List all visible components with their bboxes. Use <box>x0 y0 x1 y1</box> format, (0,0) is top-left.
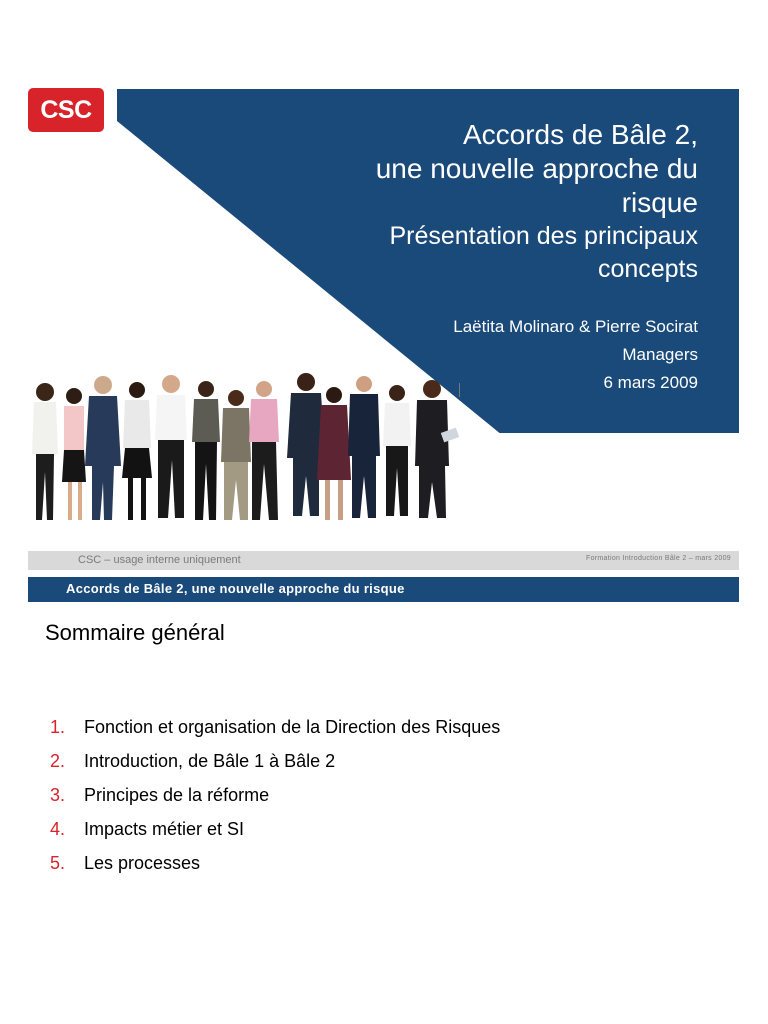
person-figure <box>415 380 459 518</box>
subtitle-line: concepts <box>597 255 698 283</box>
title-line: Accords de Bâle 2, <box>462 119 698 150</box>
person-figure <box>317 387 351 520</box>
date: 6 mars 2009 <box>603 373 698 392</box>
item-text: Les processes <box>84 853 201 873</box>
cover-footer <box>28 551 739 570</box>
person-figure <box>155 375 187 518</box>
summary-list <box>50 713 500 883</box>
person-figure <box>62 388 86 520</box>
footer-course: Formation Introduction Bâle 2 – mars 2009 <box>586 555 731 562</box>
item-number: 5. <box>50 853 66 873</box>
person-figure <box>192 381 220 520</box>
person-figure <box>221 390 251 520</box>
item-number: 3. <box>50 785 66 805</box>
title-line: risque <box>621 187 698 218</box>
list-item <box>50 781 500 815</box>
list-item <box>50 713 500 747</box>
item-text: Principes de la réforme <box>84 785 270 805</box>
cover-title <box>238 118 698 286</box>
subtitle-line: Présentation des principaux <box>389 222 698 250</box>
business-people-illustration <box>28 372 468 530</box>
item-number: 1. <box>50 717 66 737</box>
person-figure <box>383 385 411 516</box>
person-figure <box>32 383 58 520</box>
title-line: une nouvelle approche du <box>375 153 698 184</box>
item-text: Impacts métier et SI <box>84 819 245 839</box>
summary-header-bar <box>28 577 739 602</box>
person-figure <box>249 381 279 520</box>
logo-text: CSC <box>40 96 92 124</box>
item-number: 2. <box>50 751 66 771</box>
person-figure <box>122 382 152 520</box>
footer-confidentiality: CSC – usage interne uniquement <box>78 554 241 566</box>
authors: Laëtita Molinaro & Pierre Socirat <box>453 317 698 336</box>
summary-heading: Sommaire général <box>45 620 225 645</box>
role: Managers <box>622 345 698 364</box>
summary-header: Accords de Bâle 2, une nouvelle approche du risque <box>66 581 405 596</box>
list-item <box>50 747 500 781</box>
person-figure <box>348 376 380 518</box>
csc-logo <box>28 88 104 132</box>
list-item <box>50 815 500 849</box>
item-text: Introduction, de Bâle 1 à Bâle 2 <box>84 751 336 771</box>
person-figure <box>85 376 121 520</box>
list-item <box>50 849 500 883</box>
item-text: Fonction et organisation de la Direction des Risques <box>84 717 501 737</box>
item-number: 4. <box>50 819 66 839</box>
